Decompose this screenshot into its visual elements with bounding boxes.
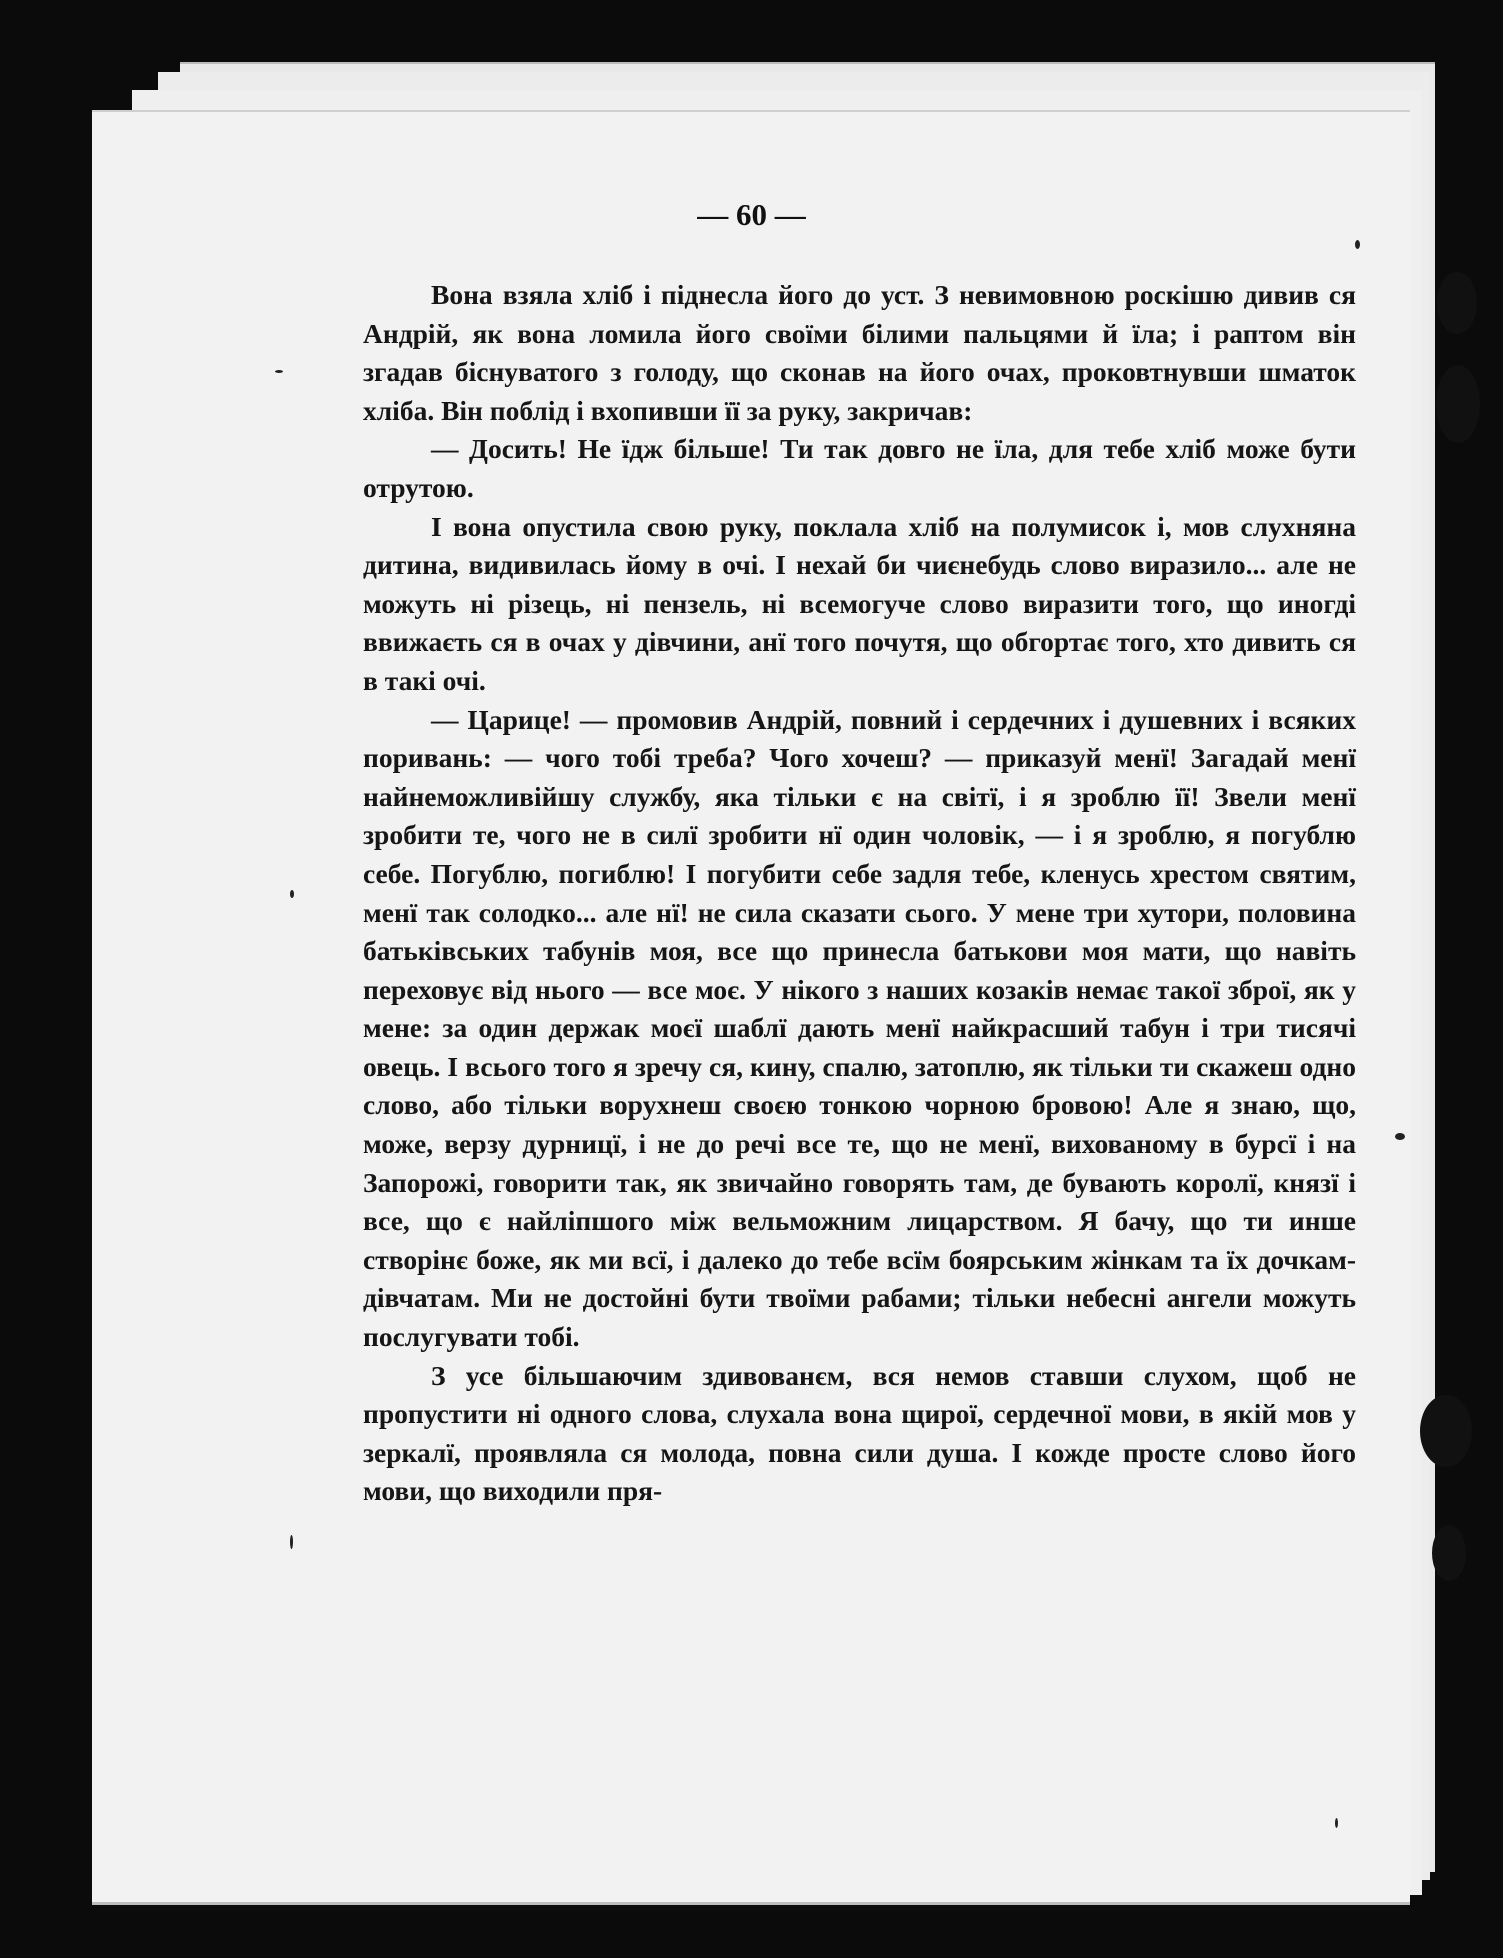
speck — [290, 1535, 293, 1549]
ink-blot — [1432, 1525, 1466, 1581]
ink-blot — [1437, 272, 1477, 334]
paragraph: З усе більшаючим здивованєм, вся немов ставши слухом, щоб не пропустити ні одного слова, слухала вона щирої, сердечної мови, в якій мов у зеркалї, проявляла ся молода, повна сили душа. І кожде просте слово його мови, що виходили пря- — [363, 1359, 1356, 1507]
speck — [1395, 1133, 1405, 1140]
ink-blot — [1420, 1395, 1472, 1467]
page-edge — [92, 110, 1410, 112]
page-edge — [92, 1902, 1410, 1905]
speck — [290, 890, 294, 898]
speck — [1335, 1818, 1338, 1828]
ink-blot — [1436, 365, 1480, 443]
speck — [275, 370, 283, 373]
paragraph: — Царице! — промовив Андрій, повний і сердечних і душевних і всяких поривань: — чого тобі треба? Чого хочеш? — приказуй менї! Загадай менї найнеможливійшу службу, яка тільки є на світї, і я зроблю її! Звели менї зробити те, чого не в силї зробити нї один чоловік, — і я зроблю, я погублю себе. Погублю, погиблю! І погубити себе задля тебе, кленусь хрестом святим, менї так солодко... але нї! не сила сказати сього. У мене три хутори, половина батьківських табунів моя, все що принесла батькови моя мати, що навіть переховує від нього — все моє. У нікого з наших козаків немає такої зброї, як у мене: за один держак моєї шаблї дають менї найкрасший табун і три тисячі овець. І всього того я зречу ся, кину, спалю, затоплю, як тільки ти скажеш одно слово, або тільки ворухнеш своєю тонкою чорною бровою! Але я знаю, що, може, верзу дурницї, і не до речі все те, що не менї, вихованому в бурсї і на Запорожі, говорити так, як звичайно говорять там, де бувають королї, князї і все, що є найліпшого між вельможним лицарством. Я бачу, що ти инше створінє боже, як ми всї, і далеко до тебе всїм боярським жінкам та їх дочкам-дівчатам. Ми не достойні бути твоїми рабами; тільки небесні ангели можуть послугувати тобі. — [363, 703, 1356, 1353]
body-text — [363, 276, 1356, 1511]
page-number: — 60 — — [697, 197, 806, 232]
paragraph: Вона взяла хліб і піднесла його до уст. З невимовною роскішю дивив ся Андрій, як вона ломила його своїми білими пальцями й їла; і раптом він згадав біснуватого з голоду, що сконав на його очах, проковтнувши шматок хліба. Він поблід і вхопивши її за руку, закричав: — [363, 279, 1356, 426]
paragraph: — Досить! Не їдж більше! Ти так довго не їла, для тебе хліб може бути отрутою. — [363, 433, 1356, 503]
speck — [1355, 240, 1360, 249]
paragraph: І вона опустила свою руку, поклала хліб на полумисок і, мов слухняна дитина, видивилась йому в очі. І нехай би чиєнебудь слово виразило... але не можуть ні різець, ні пензель, ні всемогуче слово виразити того, що иногді ввижаєть ся в очах у дівчини, анї того почутя, що обгортає того, хто дивить ся в такі очі. — [363, 510, 1356, 696]
